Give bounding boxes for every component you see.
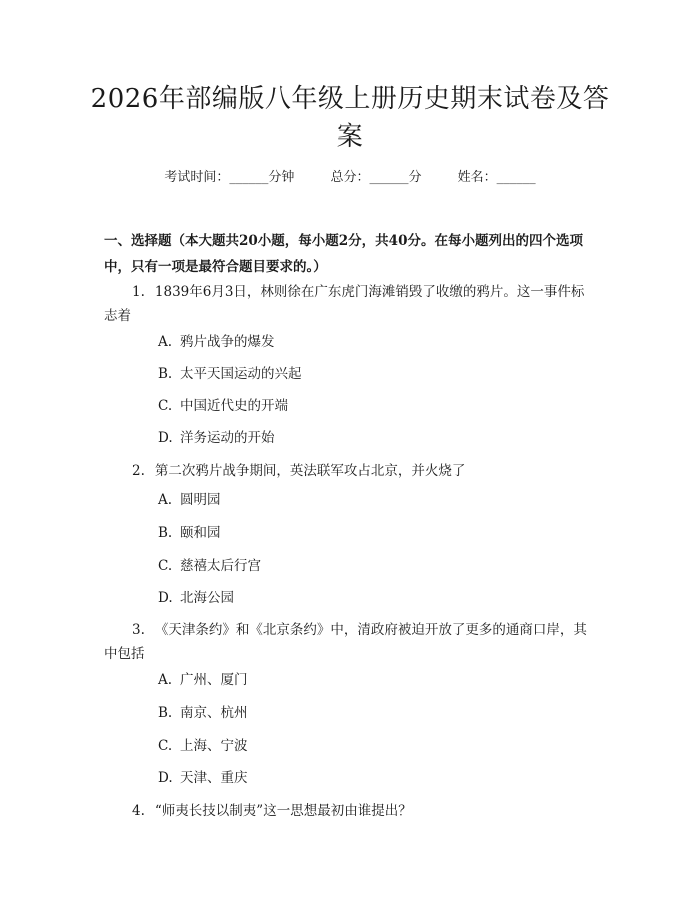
option-letter: B. (158, 705, 173, 721)
option-text: 鸦片战争的爆发 (180, 334, 275, 350)
option-letter: C. (158, 398, 173, 414)
question-1-option-a (158, 332, 275, 352)
question-1 (104, 280, 596, 328)
option-letter: D. (158, 770, 173, 786)
question-3-option-b (158, 703, 248, 723)
question-number: 1. (132, 284, 145, 300)
question-number: 4. (132, 803, 145, 819)
question-4 (104, 799, 596, 823)
question-2-option-d (158, 588, 234, 608)
option-text: 广州、厦门 (180, 672, 248, 688)
option-text: 颐和园 (180, 525, 221, 541)
question-text: “师夷长技以制夷”这一思想最初由谁提出？ (154, 803, 412, 819)
exam-info-line (0, 168, 700, 188)
question-1-option-b (158, 364, 302, 384)
exam-time-field: 考试时间：______分钟 (164, 170, 295, 185)
page-title: 2026年部编版八年级上册历史期末试卷及答案 (90, 84, 610, 152)
question-1-option-d (158, 428, 275, 448)
question-3-option-d (158, 768, 248, 788)
option-letter: A. (158, 334, 173, 350)
question-3-option-a (158, 670, 248, 690)
option-letter: D. (158, 590, 173, 606)
question-text: 1839年6月3日，林则徐在广东虎门海滩销毁了收缴的鸦片。这一事件标志着 (104, 284, 585, 324)
question-2-option-a (158, 490, 221, 510)
option-letter: B. (158, 525, 173, 541)
question-3 (104, 618, 596, 666)
option-text: 北海公园 (180, 590, 234, 606)
option-text: 太平天国运动的兴起 (180, 366, 302, 382)
student-name-field: 姓名：______ (457, 170, 536, 185)
question-2-option-b (158, 523, 221, 543)
option-text: 洋务运动的开始 (180, 430, 275, 446)
option-letter: B. (158, 366, 173, 382)
question-number: 3. (132, 622, 145, 638)
total-score-field: 总分：______分 (330, 170, 422, 185)
question-text: 《天津条约》和《北京条约》中，清政府被迫开放了更多的通商口岸，其中包括 (104, 622, 587, 662)
question-2-option-c (158, 556, 261, 576)
question-text: 第二次鸦片战争期间，英法联军攻占北京，并火烧了 (154, 463, 466, 479)
option-letter: C. (158, 738, 173, 754)
option-text: 中国近代史的开端 (180, 398, 288, 414)
option-text: 圆明园 (180, 492, 221, 508)
option-text: 南京、杭州 (180, 705, 248, 721)
question-2 (104, 459, 596, 483)
option-letter: A. (158, 672, 173, 688)
option-letter: A. (158, 492, 173, 508)
question-1-option-c (158, 396, 288, 416)
option-text: 慈禧太后行宫 (180, 558, 261, 574)
section-heading: 一、选择题（本大题共20小题，每小题2分，共40分。在每小题列出的四个选项中，只有一项是最符合题目要求的。） (104, 233, 583, 275)
option-text: 上海、宁波 (180, 738, 248, 754)
option-letter: C. (158, 558, 173, 574)
option-letter: D. (158, 430, 173, 446)
question-number: 2. (132, 463, 145, 479)
question-3-option-c (158, 736, 248, 756)
option-text: 天津、重庆 (180, 770, 248, 786)
